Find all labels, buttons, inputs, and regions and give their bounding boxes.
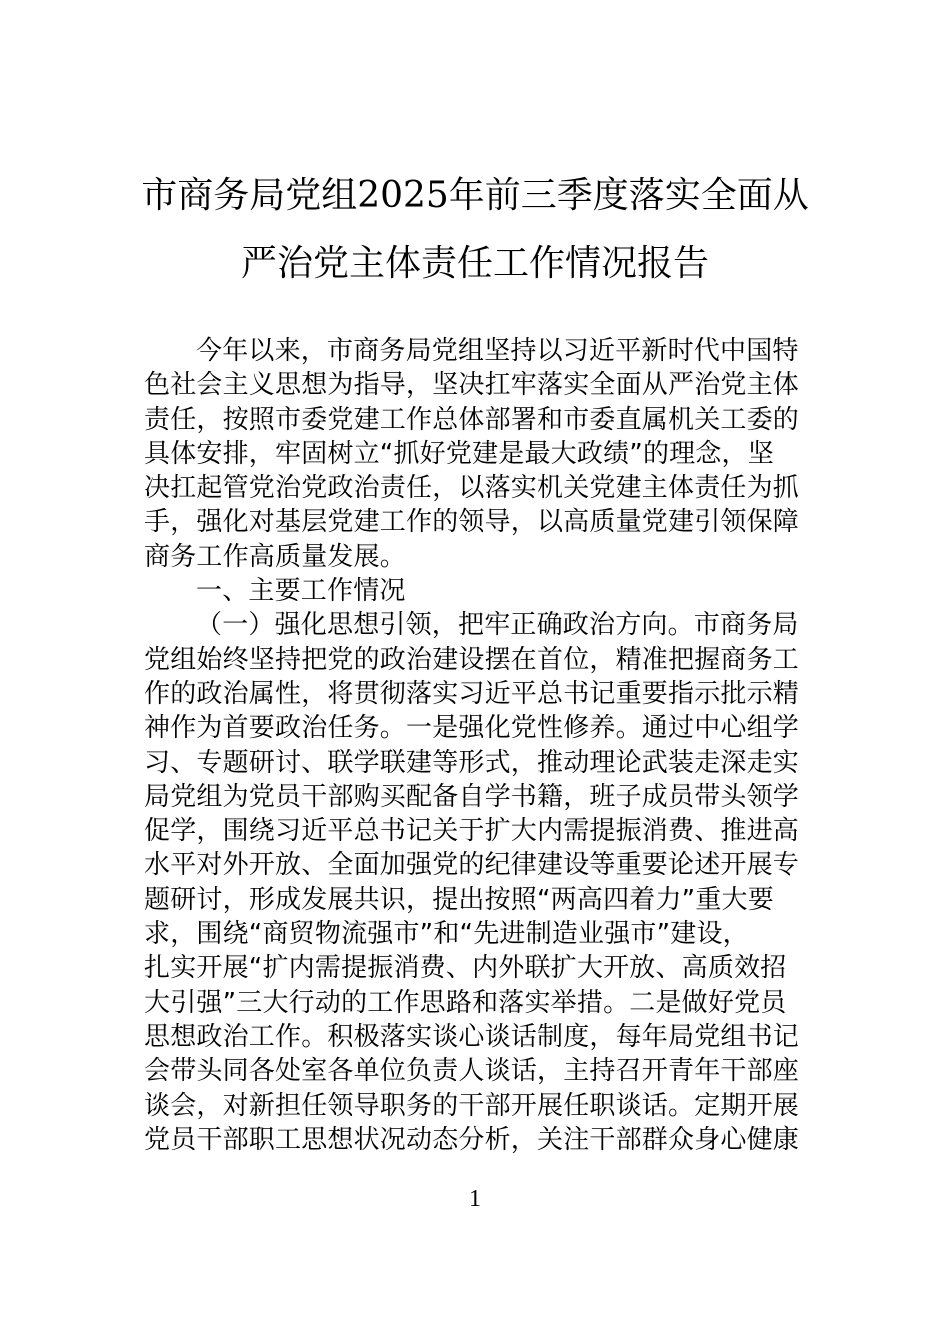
paragraph-intro-line: 责任，按照市委党建工作总体部署和市委直属机关工委的 [144,404,800,435]
paragraph-section1-line: 作的政治属性，将贯彻落实习近平总书记重要指示批示精 [144,678,800,709]
paragraph-section1-line: 党员干部职工思想状况动态分析，关注干部群众身心健康 [144,1124,800,1155]
paragraph-intro-line: 手，强化对基层党建工作的领导，以高质量党建引领保障 [144,507,800,538]
paragraph-section1-line: 会带头同各处室各单位负责人谈话，主持召开青年干部座 [144,1056,800,1087]
section-heading: 一、主要工作情况 [196,576,406,607]
paragraph-section1-line: 求，围绕“商贸物流强市”和“先进制造业强市”建设， [144,919,749,950]
paragraph-intro-line: 色社会主义思想为指导，坚决扛牢落实全面从严治党主体 [144,370,800,401]
paragraph-section1-line: 思想政治工作。积极落实谈心谈话制度，每年局党组书记 [144,1021,800,1052]
paragraph-section1-line: 局党组为党员干部购买配备自学书籍，班子成员带头领学 [144,781,800,812]
paragraph-section1-line: 党组始终坚持把党的政治建设摆在首位，精准把握商务工 [144,644,800,675]
paragraph-section1-line: 题研讨，形成发展共识，提出按照“两高四着力”重大要 [144,884,774,915]
paragraph-section1-line: 大引强”三大行动的工作思路和落实举措。二是做好党员 [144,987,787,1018]
paragraph-intro-line: 今年以来，市商务局党组坚持以习近平新时代中国特 [196,336,799,366]
paragraph-intro-line: 决扛起管党治党政治责任，以落实机关党建主体责任为抓 [144,473,800,504]
paragraph-section1-line: 神作为首要政治任务。一是强化党性修养。通过中心组学 [144,713,800,744]
paragraph-section1-line: 谈会，对新担任领导职务的干部开展任职谈话。定期开展 [144,1090,800,1121]
paragraph-intro-line: 具体安排，牢固树立“抓好党建是最大政绩”的理念，坚 [144,438,774,469]
paragraph-section1-line: （一）强化思想引领，把牢正确政治方向。市商务局 [196,610,799,641]
page-number: 1 [469,1186,481,1212]
document-title-line-2: 严治党主体责任工作情况报告 [240,243,709,284]
paragraph-section1-line: 习、专题研讨、联学联建等形式，推动理论武装走深走实 [144,747,800,778]
document-title-line-1: 市商务局党组2025年前三季度落实全面从 [141,175,809,216]
paragraph-section1-line: 水平对外开放、全面加强党的纪律建设等重要论述开展专 [144,850,800,881]
paragraph-section1-line: 促学，围绕习近平总书记关于扩大内需提振消费、推进高 [144,816,800,847]
paragraph-intro-line: 商务工作高质量发展。 [144,541,407,572]
document-body [144,334,810,1157]
paragraph-section1-line: 扎实开展“扩内需提振消费、内外联扩大开放、高质效招 [144,953,787,984]
